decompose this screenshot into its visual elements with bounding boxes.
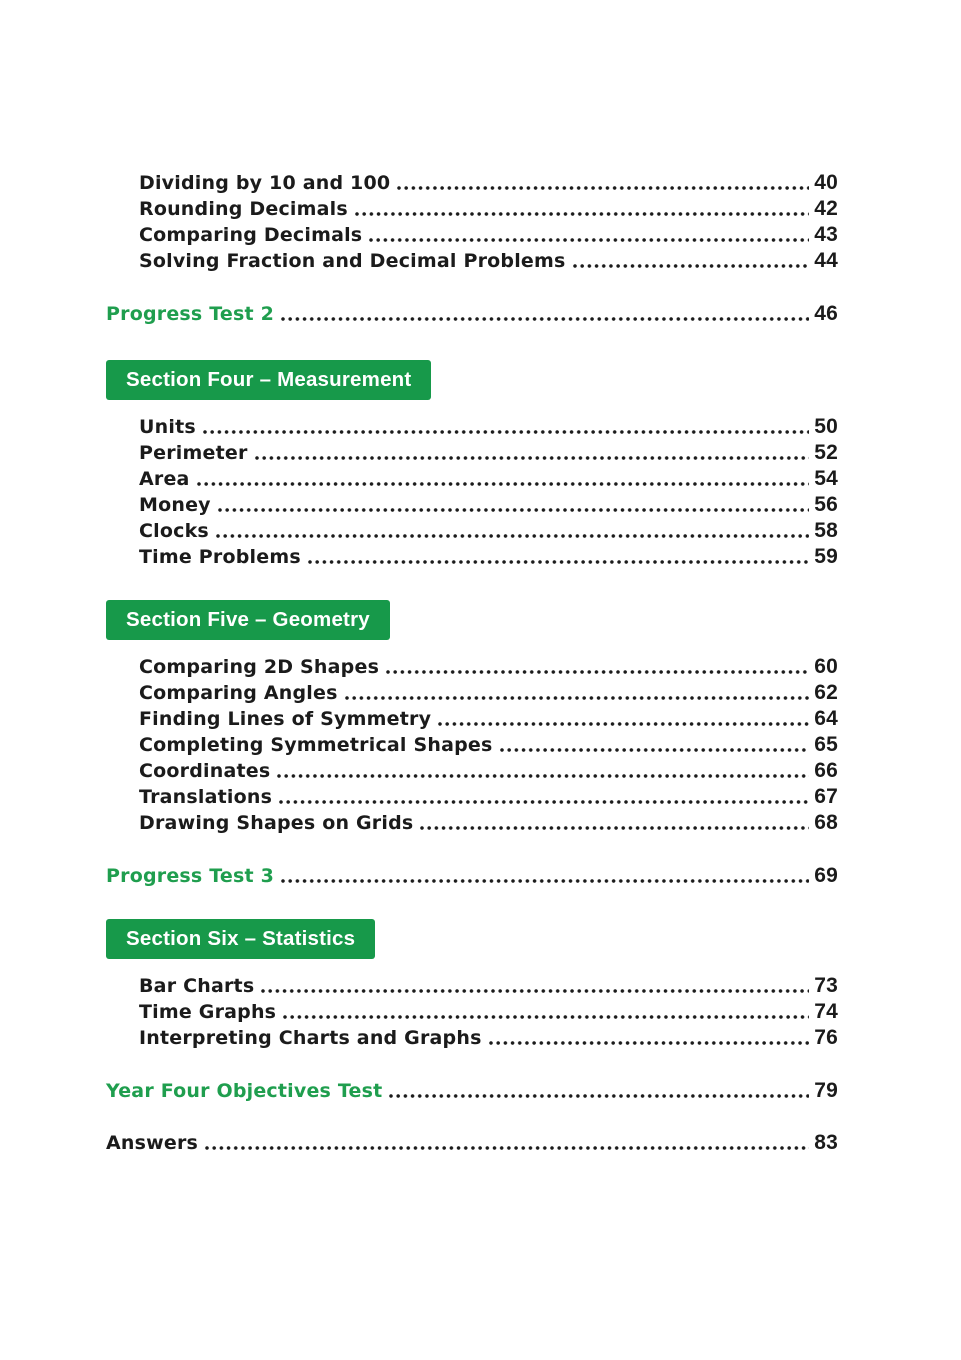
toc-entry-page: 79 [814,1079,838,1102]
section-six-entries [106,973,838,1051]
toc-entry-label: Completing Symmetrical Shapes [139,734,493,756]
toc-entry-label: Units [139,416,196,438]
toc-entry-page: 59 [814,545,838,568]
toc-entry [106,973,838,999]
toc-entry [106,414,838,440]
toc-entry [106,784,838,810]
toc-entry [106,440,838,466]
toc-entry-label: Drawing Shapes on Grids [139,812,414,834]
dot-leader [438,722,809,726]
toc-entry-page: 74 [814,1000,838,1023]
section-six-banner-row [106,919,838,959]
dot-leader [573,264,810,268]
toc-entry-label: Comparing Decimals [139,224,363,246]
toc-entry-label: Interpreting Charts and Graphs [139,1027,482,1049]
toc-entry-label: Answers [106,1132,199,1154]
dot-leader [420,826,809,830]
toc-entry-label: Comparing 2D Shapes [139,656,380,678]
section-four-banner: Section Four – Measurement [106,360,431,400]
toc-entry-answers [106,1130,838,1156]
dot-leader [489,1041,810,1045]
dot-leader [261,989,809,993]
toc-entry [106,170,838,196]
section-six-banner: Section Six – Statistics [106,919,375,959]
dot-leader [281,317,809,321]
toc-entry-page: 65 [814,733,838,756]
toc-entry-label: Area [139,468,190,490]
toc-entry [106,518,838,544]
toc-entry-page: 60 [814,655,838,678]
dot-leader [281,879,809,883]
toc-entry [106,999,838,1025]
toc-entry-label: Progress Test 2 [106,303,274,325]
toc-entry-page: 69 [814,864,838,887]
section-five-banner-row [106,600,838,640]
toc-entry [106,492,838,518]
toc-entry [106,544,838,570]
dot-leader [203,430,809,434]
toc-entry-page: 66 [814,759,838,782]
toc-entry-label: Progress Test 3 [106,865,274,887]
toc-entry [106,810,838,836]
dot-leader [255,456,810,460]
toc-entry-label: Rounding Decimals [139,198,348,220]
dot-leader [283,1015,809,1019]
dot-leader [279,800,809,804]
toc-entry [106,1025,838,1051]
toc-entry [106,222,838,248]
toc-entry [106,654,838,680]
dot-leader [386,670,809,674]
dot-leader [205,1146,809,1150]
dot-leader [197,482,810,486]
toc-entry-page: 64 [814,707,838,730]
toc-entry-page: 44 [814,249,838,272]
dot-leader [218,508,809,512]
toc-entry-page: 46 [814,302,838,325]
toc-entry-label: Comparing Angles [139,682,338,704]
toc-entry-page: 42 [814,197,838,220]
toc-entry-label: Coordinates [139,760,271,782]
toc-entry-page: 54 [814,467,838,490]
dot-leader [216,534,809,538]
toc-entry-label: Solving Fraction and Decimal Problems [139,250,566,272]
dot-leader [500,748,810,752]
toc-entry-page: 50 [814,415,838,438]
toc-entry-page: 67 [814,785,838,808]
toc-entry-page: 58 [814,519,838,542]
toc-entry-label: Dividing by 10 and 100 [139,172,391,194]
toc-entry-page: 76 [814,1026,838,1049]
toc-entry [106,732,838,758]
toc-entry [106,706,838,732]
toc-entry-page: 73 [814,974,838,997]
dot-leader [308,560,809,564]
dot-leader [389,1094,809,1098]
toc-entry-page: 43 [814,223,838,246]
toc-entry-page: 40 [814,171,838,194]
toc-entry-label: Finding Lines of Symmetry [139,708,432,730]
toc-entry-label: Time Graphs [139,1001,277,1023]
toc-entry-objectives-test [106,1078,838,1104]
toc-entry [106,196,838,222]
dot-leader [369,238,809,242]
toc-entry-progress-test-2 [106,301,838,327]
toc-entry-page: 68 [814,811,838,834]
section-four-entries [106,414,838,570]
toc-entry-label: Translations [139,786,273,808]
toc-entry-page: 83 [814,1131,838,1154]
toc-entry-progress-test-3 [106,863,838,889]
toc-entry [106,248,838,274]
toc-entry-label: Bar Charts [139,975,255,997]
dot-leader [397,186,809,190]
section-four-banner-row [106,327,838,400]
toc-entry-label: Time Problems [139,546,301,568]
dot-leader [355,212,809,216]
dot-leader [345,696,810,700]
toc-entry-page: 52 [814,441,838,464]
section-five-banner: Section Five – Geometry [106,600,390,640]
toc-entry-page: 56 [814,493,838,516]
toc-entry [106,758,838,784]
dot-leader [277,774,809,778]
toc-entry-label: Year Four Objectives Test [106,1080,383,1102]
toc-entry-page: 62 [814,681,838,704]
toc-entry-label: Clocks [139,520,209,542]
toc-entry-label: Perimeter [139,442,248,464]
toc-entry [106,466,838,492]
toc-entry [106,680,838,706]
toc-entry-label: Money [139,494,211,516]
section-five-entries [106,654,838,836]
